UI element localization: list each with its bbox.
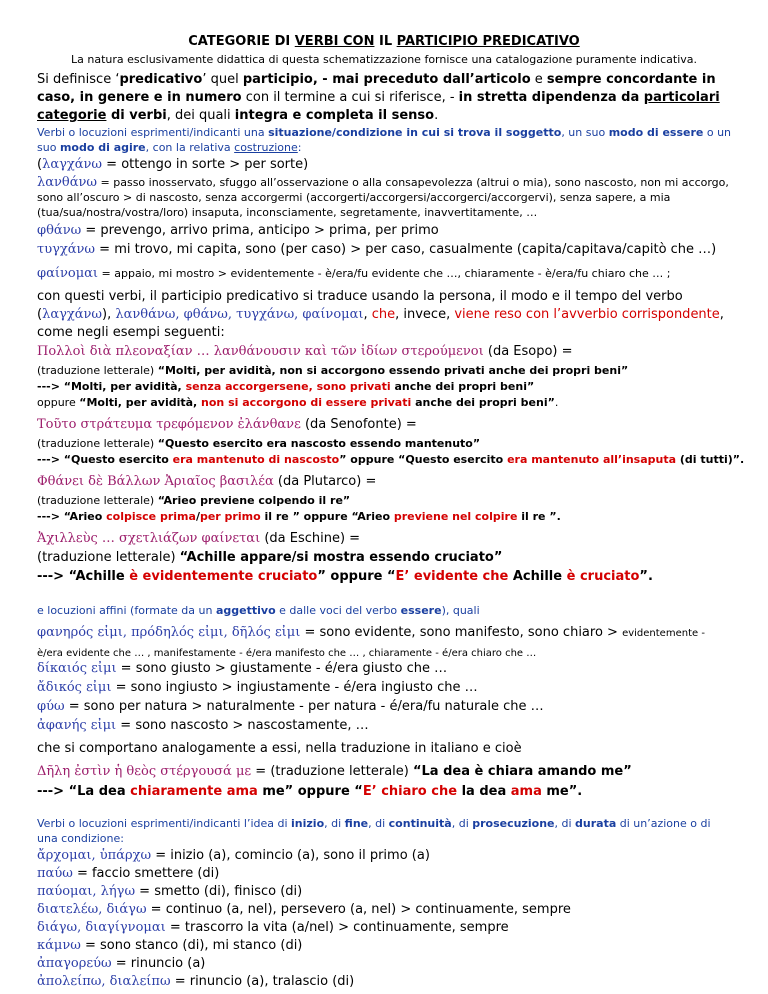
title-part: CATEGORIE DI <box>188 34 295 49</box>
text: . <box>434 108 439 123</box>
greek-term: διατελέω, διάγω <box>37 902 147 917</box>
title-part: IL <box>374 34 397 49</box>
text-bold: modo di essere <box>608 126 704 139</box>
meaning: = prevengo, arrivo prima, anticipo > prima, per primo <box>81 223 439 238</box>
text-bold: ---> “Achille <box>37 569 130 584</box>
text-bold-underlined: particolari categorie <box>37 90 720 123</box>
meaning: = sono per natura > naturalmente - per natura - é/era/fu naturale che … <box>64 699 544 714</box>
greek-term: παύομαι, λήγω <box>37 884 136 899</box>
text-bold: “Questo esercito era nascosto essendo mantenuto” <box>157 437 481 450</box>
text-bold: anche dei propri beni” <box>411 396 555 409</box>
adjective-entry <box>37 622 731 662</box>
meaning: = sono evidente, sono manifesto, sono chiaro > <box>300 625 623 640</box>
text-bold: “Molti, per avidità, non si accorgono essendo privati anche dei propri beni” <box>157 364 629 377</box>
text-bold: aggettivo <box>215 604 276 617</box>
text-bold: fine <box>344 817 369 830</box>
verb-entry <box>37 938 731 953</box>
text: (traduzione letterale) <box>37 364 158 377</box>
verb-entry <box>37 262 731 281</box>
meaning: = sono stanco (di), mi stanco (di) <box>80 938 303 953</box>
text: ), quali <box>441 604 480 617</box>
meaning: = trascorro la vita (a/nel) > continuamente, sempre <box>165 920 509 935</box>
example-greek <box>37 764 731 779</box>
text-bold: ---> “Questo esercito <box>37 453 173 466</box>
verb-entry <box>37 848 731 863</box>
meaning-small: evidentemente - è/era evidente che … , manifestamente - é/era manifesto che … , chiaramente - é/era chiaro che … <box>37 628 705 659</box>
meaning: = continuo (a, nel), persevero (a, nel) > continuamente, sempre <box>146 902 571 917</box>
text-bold: ”. <box>639 569 653 584</box>
example-translation <box>37 569 731 584</box>
greek-sentence: Πολλοὶ διὰ πλεοναξίαν … λανθάνουσιν καὶ τῶν ἰδίων στερούμενοι <box>37 344 484 359</box>
greek-term: κάμνω <box>37 938 81 953</box>
greek-term: ἄρχομαι, ὑπάρχω <box>37 848 152 863</box>
text-bold: continuità <box>388 817 452 830</box>
text: ’ quel <box>202 72 243 87</box>
greek-term: ἄδικός εἰμι <box>37 680 112 695</box>
text-red: per primo <box>199 510 261 523</box>
meaning: = sono nascosto > nascostamente, … <box>116 718 369 733</box>
example-translation <box>37 784 731 799</box>
text-bold: predicativo <box>119 72 203 87</box>
verb-entry <box>37 866 731 881</box>
greek-term: φύω <box>37 699 65 714</box>
adjective-entry <box>37 661 731 676</box>
text: , di <box>451 817 473 830</box>
text-red: è cruciato <box>566 569 640 584</box>
section-heading-1 <box>37 125 731 155</box>
text-red: colpisce prima <box>106 510 196 523</box>
text-red: era mantenuto di nascosto <box>172 453 340 466</box>
text-bold: modo di agire <box>59 141 146 154</box>
verb-entry <box>37 223 731 238</box>
greek-sentence: Φθάνει δὲ Βάλλων Ἀριαῖος βασιλέα <box>37 474 274 489</box>
greek-term: λανθάνω <box>37 175 98 190</box>
adjective-entry <box>37 680 731 695</box>
text-bold: di verbi <box>106 108 167 123</box>
title-underlined: VERBI CON <box>294 34 375 49</box>
text: (traduzione letterale) <box>37 494 158 507</box>
text-red: E’ chiaro che <box>362 784 458 799</box>
example-greek <box>37 531 731 546</box>
greek-term: ἀπαγορεύω <box>37 956 112 971</box>
text-bold: integra e completa il senso <box>234 108 435 123</box>
greek-sentence: Τοῦτο στράτευμα τρεφόμενον ἐλάνθανε <box>37 417 301 432</box>
meaning: = passo inosservato, sfuggo all’osservazione o alla consapevolezza (altrui o mia), sono nascosto, non mi accorgo, sono all’oscuro > di nascosto, senza accorgermi (accorgerti/accorgersi/accorgerci/accorgervi), senza sapere, a mia (tua/sua/nostra/vostra/loro) insaputa, inconsciamente, segretamente, inavvertitamente, … <box>37 176 729 219</box>
verb-entry <box>37 175 731 220</box>
greek-term: διάγω, διαγίγνομαι <box>37 920 166 935</box>
text-bold: “Molti, per avidità, <box>79 396 202 409</box>
text: oppure <box>37 396 80 409</box>
meaning: = appaio, mi mostro > evidentemente - è/era/fu evidente che …, chiaramente - è/era/fu chiaro che … ; <box>98 267 671 280</box>
text: , di <box>368 817 389 830</box>
text: , dei quali <box>166 108 235 123</box>
verb-entry <box>37 974 731 989</box>
verb-entry <box>37 902 731 917</box>
example-translation <box>37 380 731 393</box>
verb-entry <box>37 920 731 935</box>
translation-paragraph <box>37 288 731 342</box>
meaning: = sono ingiusto > ingiustamente - é/era ingiusto che … <box>111 680 478 695</box>
document-title <box>37 34 731 49</box>
text-bold: ---> “Molti, per avidità, <box>37 380 186 393</box>
text: . <box>554 396 559 409</box>
example-translation <box>37 550 731 565</box>
greek-term: φαίνομαι <box>37 266 99 281</box>
example-greek <box>37 474 731 489</box>
text: con questi verbi, il participio predicativo si traduce usando la persona, il modo e il tempo del verbo ( <box>37 289 683 322</box>
verb-entry <box>37 884 731 899</box>
greek-sentence: Δῆλη ἐστὶν ἡ θεὸς στέργουσά με <box>37 764 252 779</box>
example-translation <box>37 437 731 450</box>
text: Si definisce ‘ <box>37 72 120 87</box>
text: , come negli esempi seguenti: <box>37 307 724 340</box>
section-heading-3 <box>37 816 731 846</box>
text-red: previene nel colpire <box>393 510 518 523</box>
source: (da Esopo) = <box>483 344 573 359</box>
text-bold: il re ” oppure “Arieo <box>260 510 394 523</box>
text: = (traduzione letterale) <box>251 764 413 779</box>
greek-term: φθάνω <box>37 223 82 238</box>
text-red: ama <box>510 784 542 799</box>
section-heading-2 <box>37 603 731 618</box>
text-bold: in stretta dipendenza da <box>458 90 644 105</box>
example-translation <box>37 494 731 507</box>
greek-sentence: Ἀχιλλεὺς … σχετλιάζων φαίνεται <box>37 531 261 546</box>
text: e <box>530 72 547 87</box>
text: e locuzioni affini (formate da un <box>37 604 216 617</box>
text-bold: situazione/condizione in cui si trova il soggetto <box>268 126 562 139</box>
text: , un suo <box>561 126 609 139</box>
title-underlined: PARTICIPIO PREDICATIVO <box>396 34 580 49</box>
text: con il termine a cui si riferisce, - <box>241 90 459 105</box>
text-bold: me” oppure “ <box>257 784 363 799</box>
greek-term: ἀφανής εἰμι <box>37 718 117 733</box>
text: Verbi o locuzioni esprimenti/indicanti l’idea di <box>37 817 292 830</box>
greek-term: ἀπολείπω, διαλείπω <box>37 974 171 989</box>
meaning: = ottengo in sorte > per sorte) <box>102 157 309 172</box>
text-red: senza accorgersene, sono privati <box>185 380 391 393</box>
text: e dalle voci del verbo <box>275 604 401 617</box>
example-translation <box>37 396 731 409</box>
body-text: che si comportano analogamente a essi, nella traduzione in italiano e cioè <box>37 741 522 756</box>
text-bold: (di tutti)”. <box>676 453 745 466</box>
text: , di <box>324 817 345 830</box>
text-bold: ---> “La dea <box>37 784 131 799</box>
example-translation <box>37 453 745 466</box>
text-bold: sempre concordante in caso, in genere e in numero <box>37 72 716 105</box>
intro-note: La natura esclusivamente didattica di questa schematizzazione fornisce una catalogazione puramente indicativa. <box>70 53 697 66</box>
text-bold: inizio <box>291 817 325 830</box>
source: (da Plutarco) = <box>273 474 377 489</box>
meaning: = sono giusto > giustamente - é/era giusto che … <box>116 661 448 676</box>
text-bold: durata <box>575 817 617 830</box>
text-bold: il re ”. <box>517 510 561 523</box>
adjective-entry <box>37 718 731 733</box>
text-bold: ” oppure “Questo esercito <box>339 453 508 466</box>
verb-entry <box>37 242 731 257</box>
text: ), <box>102 307 116 322</box>
example-greek <box>37 417 731 432</box>
greek-term: τυγχάνω <box>37 242 96 257</box>
text-bold: me”. <box>541 784 583 799</box>
text-bold: ” oppure “ <box>317 569 396 584</box>
text-bold: Achille <box>508 569 567 584</box>
text: , <box>363 307 372 322</box>
text: (traduzione letterale) <box>37 437 158 450</box>
text-bold: “La dea è chiara amando me” <box>412 764 632 779</box>
text: , di <box>554 817 576 830</box>
greek-term: λαγχάνω <box>42 307 103 322</box>
text-bold: / <box>195 510 200 523</box>
greek-term: φανηρός εἰμι, πρόδηλός εἰμι, δῆλός εἰμι <box>37 625 301 640</box>
text-bold: prosecuzione <box>472 817 555 830</box>
source: (da Eschine) = <box>260 531 361 546</box>
text-red: era mantenuto all’insaputa <box>507 453 677 466</box>
text: di un’azione o di una condizione: <box>37 817 711 845</box>
text-bold: “Arieo previene colpendo il re” <box>157 494 351 507</box>
meaning: = smetto (di), finisco (di) <box>135 884 303 899</box>
greek-term: παύω <box>37 866 73 881</box>
source: (da Senofonte) = <box>300 417 417 432</box>
text-bold: anche dei propri beni” <box>390 380 535 393</box>
text: , invece, <box>395 307 455 322</box>
text-bold: , - mai preceduto dall’articolo <box>312 72 531 87</box>
text: , con la relativa <box>145 141 235 154</box>
verb-entry <box>37 956 731 971</box>
text-bold: ---> “Arieo <box>37 510 107 523</box>
text-bold: “Achille appare/si mostra essendo cruciato” <box>179 550 503 565</box>
example-translation <box>37 364 731 377</box>
text: Verbi o locuzioni esprimenti/indicanti una <box>37 126 269 139</box>
greek-term: δίκαιός εἰμι <box>37 661 117 676</box>
meaning: = rinuncio (a), tralascio (di) <box>170 974 355 989</box>
adjective-entry <box>37 699 731 714</box>
text-red: chiaramente ama <box>130 784 258 799</box>
text-bold: participio <box>242 72 313 87</box>
text-bold: essere <box>400 604 442 617</box>
meaning: = rinuncio (a) <box>111 956 206 971</box>
text-red: E’ evidente che <box>395 569 509 584</box>
definition-paragraph <box>37 71 731 125</box>
text: o un suo <box>37 126 732 154</box>
greek-term: λανθάνω, φθάνω, τυγχάνω, φαίνομαι <box>115 307 364 322</box>
text-bold: la dea <box>457 784 511 799</box>
verb-entry <box>37 157 731 172</box>
text-red: che <box>371 307 396 322</box>
text-underlined: costruzione <box>234 141 298 154</box>
meaning: = faccio smettere (di) <box>72 866 220 881</box>
text: : <box>297 141 302 154</box>
text-red: viene reso con l’avverbio corrispondente <box>454 307 720 322</box>
text-red: è evidentemente cruciato <box>129 569 318 584</box>
text-red: non si accorgono di essere privati <box>201 396 412 409</box>
meaning: = mi trovo, mi capita, sono (per caso) > per caso, casualmente (capita/capitava/capitò che …) <box>95 242 717 257</box>
text: ( <box>37 157 43 172</box>
example-greek <box>37 344 731 359</box>
example-translation <box>37 510 731 523</box>
meaning: = inizio (a), comincio (a), sono il primo (a) <box>151 848 430 863</box>
text: (traduzione letterale) <box>37 550 180 565</box>
greek-term: λαγχάνω <box>42 157 103 172</box>
